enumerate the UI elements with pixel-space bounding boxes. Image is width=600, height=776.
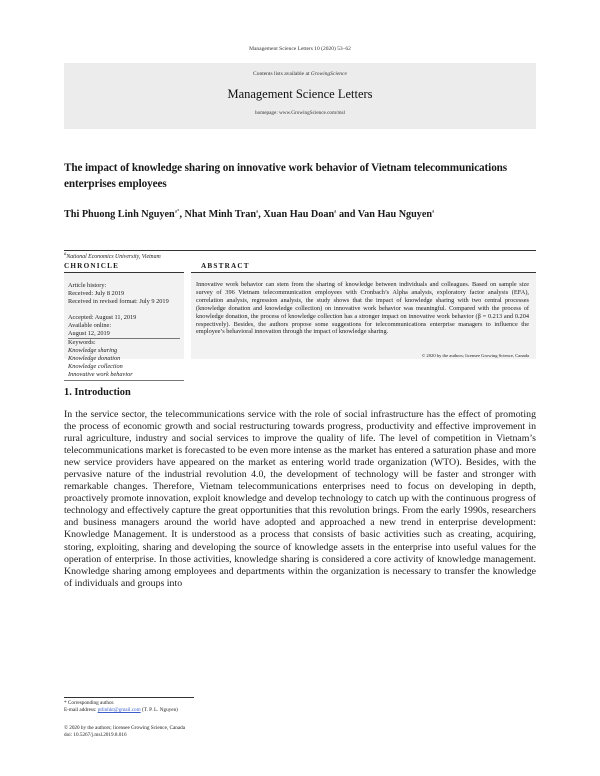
- article-title: The impact of knowledge sharing on innovative work behavior of Vietnam telecommunications enterprises employees: [64, 162, 508, 190]
- affiliation: [64, 252, 161, 260]
- accepted-date: Accepted: August 11, 2019: [68, 314, 137, 321]
- contents-line: [64, 71, 536, 77]
- author-sup: a: [432, 209, 435, 215]
- journal-name: Management Science Letters: [227, 87, 373, 101]
- author-name: Thi Phuong Linh Nguyen: [64, 209, 175, 220]
- author-name: Nhat Minh Tran: [184, 209, 257, 220]
- keyword-item: Innovative work behavior: [68, 371, 133, 378]
- contents-prefix: Contents lists available at: [253, 71, 311, 77]
- online-label: Available online:: [68, 322, 112, 329]
- chronicle-bottom-rule: [64, 380, 184, 381]
- abstract-heading: ABSTRACT: [201, 262, 250, 270]
- author-separator: ,: [179, 209, 185, 220]
- keywords-label: Keywords:: [68, 339, 96, 346]
- affiliation-sup: a: [64, 252, 67, 257]
- abstract-text: Innovative work behavior can stem from the sharing of knowledge between individuals and colleagues. Based on sample size survey of 396 Vietnam telecommunication employees with Cronbach’s Alpha analysis, exploratory factor analysis (EFA), correlation analysis, regression analysis, the study shows that the impact of knowledge sharing with two central processes (knowledge donation and knowledge collection) on innovative work behavior was meaningful. Compared with the process of knowledge donation, the process of knowledge collection has a stronger impact on innovative work behavior (β = 0.213 and 0.204 respectively). Besides, the authors propose some suggestions for telecommunications enterprise managers to influence the employee’s behavioral innovation through the impact of knowledge sharing.: [196, 281, 529, 336]
- abstract-copyright: © 2020 by the authors; licensee Growing Science, Canada: [421, 353, 529, 358]
- email-suffix: (T. P. L. Nguyen): [140, 707, 178, 713]
- keyword-item: Knowledge sharing: [68, 347, 118, 354]
- author-sup: a*: [174, 209, 180, 215]
- contents-link[interactable]: GrowingScience: [310, 71, 347, 77]
- section-heading: 1. Introduction: [64, 387, 131, 398]
- keyword-item: Knowledge collection: [68, 363, 123, 370]
- author-separator: and: [336, 209, 358, 220]
- corresponding-author-note: * Corresponding author.: [64, 700, 115, 706]
- affiliation-rule: [64, 250, 536, 251]
- author-list: [64, 209, 536, 220]
- chronicle-heading: CHRONICLE: [64, 262, 120, 270]
- email-line: [64, 707, 178, 713]
- author-sup: a: [256, 209, 259, 215]
- history-label: Article history:: [68, 282, 107, 289]
- author-name: Van Hau Nguyen: [357, 209, 433, 220]
- received-date: Received: July 8 2019: [68, 290, 125, 297]
- keyword-item: Knowledge donation: [68, 355, 121, 362]
- author-separator: ,: [258, 209, 264, 220]
- affiliation-text: National Economics University, Vietnam: [66, 253, 161, 260]
- email-link[interactable]: ptlinhkt@gmail.com: [97, 707, 141, 713]
- running-head: Management Science Letters 10 (2020) 53–62: [249, 46, 351, 52]
- online-date: August 12, 2019: [68, 330, 110, 337]
- author-sup: a: [334, 209, 337, 215]
- doi[interactable]: doi: 10.5267/j.msl.2019.8.016: [64, 732, 127, 738]
- author-name: Xuan Hau Doan: [263, 209, 335, 220]
- revised-date: Received in revised format: July 9 2019: [68, 298, 169, 305]
- journal-homepage[interactable]: homepage: www.GrowingScience.com/msl: [255, 110, 345, 116]
- page-copyright: © 2020 by the authors; licensee Growing Science, Canada: [64, 725, 186, 731]
- email-label: E-mail address:: [64, 707, 98, 713]
- introduction-text: In the service sector, the telecommunications service with the role of social infrastructure has the effect of promoting the process of economic growth and social restructuring towards progress, productivity and effective improvement in rural agriculture, industry and social services to improve the quality of life. The level of competition in Vietnam’s telecommunications market is forecasted to be even more intense as the market has entered a saturation phase and more new service providers have appeared on the market as entering world trade organization (WTO). Besides, with the pervasive nature of the industrial revolution 4.0, the development of technology will be faster and stronger with remarkable changes. Therefore, Vietnam telecommunications enterprises need to focus on developing in depth, proactively promote innovation, exploit knowledge and develop technology to catch up with the continuous progress of technology and effectively capture the great opportunities that this revolution brings. From the early 1990s, researchers and business managers around the world have adopted and approached a new trend in enterprise development: Knowledge Management. It is understood as a process that consists of basic activities such as creating, acquiring, storing, exploiting, sharing and developing the source of knowledge assets in the enterprise into useful values for the operation of enterprise. In those activities, knowledge sharing is considered a core activity of knowledge management. Knowledge sharing among employees and departments within the organization is necessary to transfer the knowledge of individuals and groups into: [64, 409, 536, 589]
- footnote-rule: [64, 697, 194, 698]
